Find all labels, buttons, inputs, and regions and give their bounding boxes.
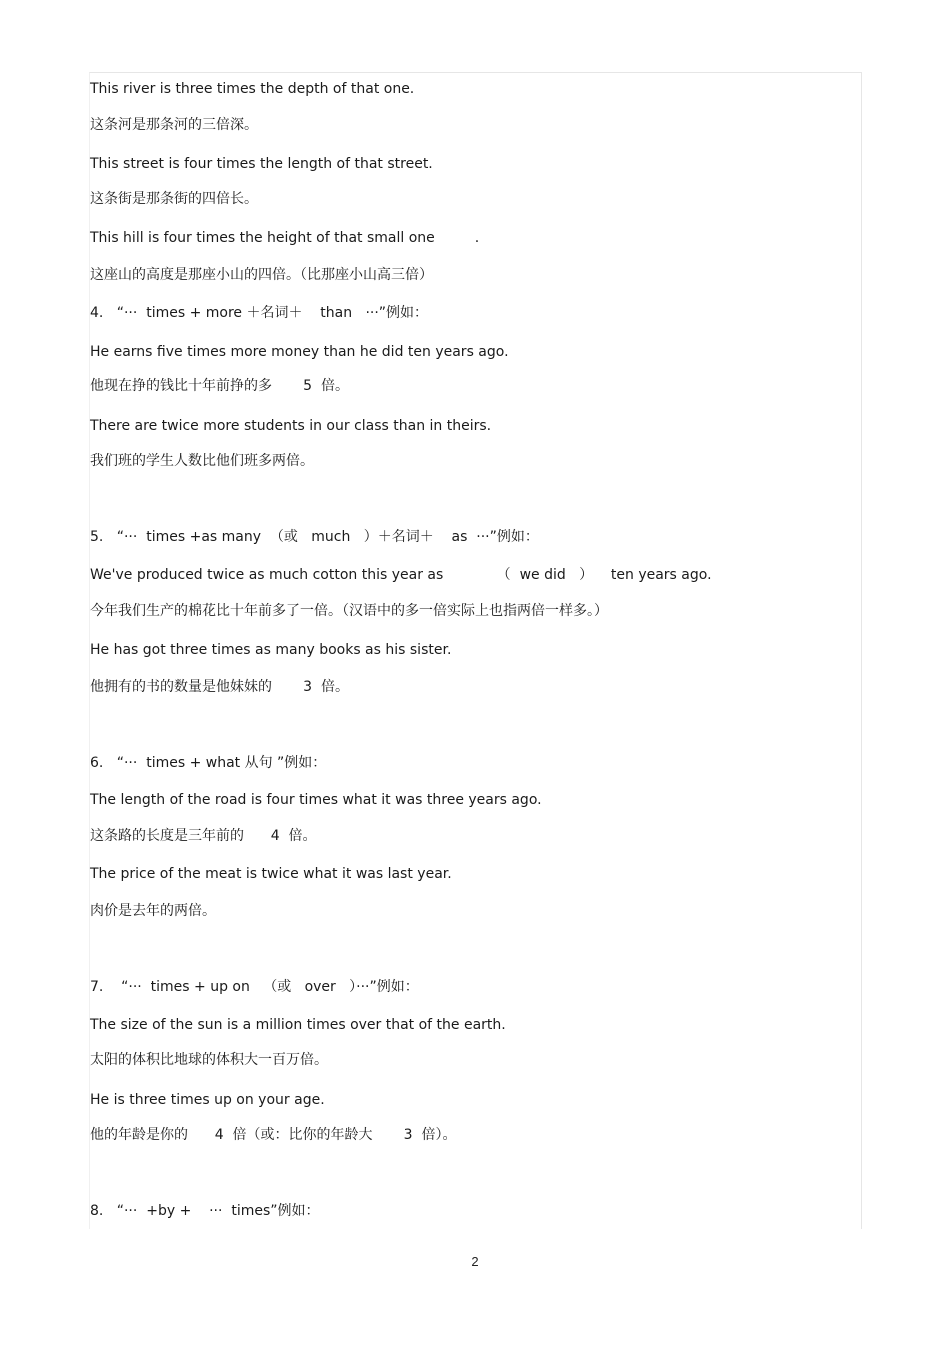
text-line: 太阳的体积比地球的体积大一百万倍。 bbox=[90, 1052, 328, 1068]
section-heading: 6. “··· times + what 从句 ”例如： bbox=[90, 755, 327, 771]
text-line: 他拥有的书的数量是他妹妹的 3 倍。 bbox=[90, 679, 349, 695]
text-line: 他现在挣的钱比十年前挣的多 5 倍。 bbox=[90, 378, 349, 394]
text-line: This hill is four times the height of that small one . bbox=[90, 230, 480, 246]
section-heading: 7. “··· times + up on （或 over ）···”例如： bbox=[90, 979, 419, 995]
page-number: 2 bbox=[471, 1254, 479, 1269]
text-line: The size of the sun is a million times over that of the earth. bbox=[90, 1017, 506, 1033]
text-line: 今年我们生产的棉花比十年前多了一倍。（汉语中的多一倍实际上也指两倍一样多。） bbox=[90, 603, 608, 619]
text-line: The length of the road is four times what it was three years ago. bbox=[90, 792, 542, 808]
text-line: 这座山的高度是那座小山的四倍。（比那座小山高三倍） bbox=[90, 267, 433, 283]
text-line: The price of the meat is twice what it was last year. bbox=[90, 866, 452, 882]
text-line: He earns five times more money than he did ten years ago. bbox=[90, 344, 509, 360]
text-line: 我们班的学生人数比他们班多两倍。 bbox=[90, 453, 314, 469]
text-line: 这条路的长度是三年前的 4 倍。 bbox=[90, 828, 317, 844]
text-line: We've produced twice as much cotton this year as （ we did ） ten years ago. bbox=[90, 567, 712, 583]
section-heading: 5. “··· times +as many （或 much ）＋名词＋ as ···”例如： bbox=[90, 529, 539, 545]
text-line: 他的年龄是你的 4 倍（或：比你的年龄大 3 倍）。 bbox=[90, 1127, 457, 1143]
text-line: 这条街是那条街的四倍长。 bbox=[90, 191, 258, 207]
text-line: He has got three times as many books as his sister. bbox=[90, 642, 452, 658]
text-line: 这条河是那条河的三倍深。 bbox=[90, 117, 258, 133]
text-line: There are twice more students in our class than in theirs. bbox=[90, 418, 492, 434]
text-line: This street is four times the length of that street. bbox=[90, 156, 433, 172]
text-line: 肉价是去年的两倍。 bbox=[90, 903, 216, 919]
text-line: This river is three times the depth of that one. bbox=[90, 81, 415, 97]
text-line: He is three times up on your age. bbox=[90, 1092, 325, 1108]
section-heading: 4. “··· times + more ＋名词＋ than ···”例如： bbox=[90, 305, 429, 321]
section-heading: 8. “··· +by + ··· times”例如： bbox=[90, 1203, 320, 1219]
